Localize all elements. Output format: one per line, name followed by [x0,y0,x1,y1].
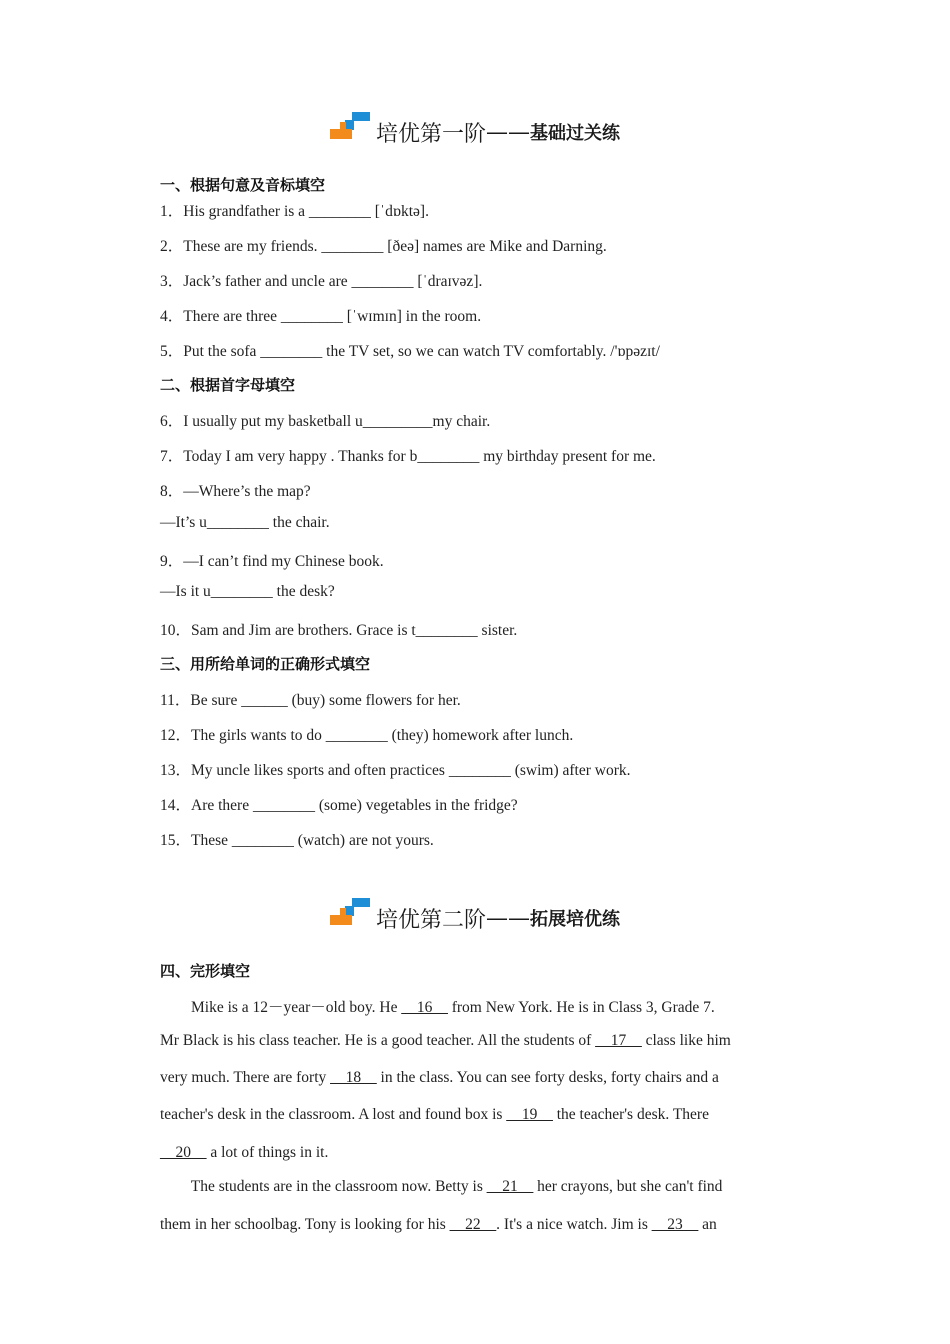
section-heading: 一、根据句意及音标填空 [160,176,326,194]
cloze-blank: __22__ [449,1216,497,1233]
question-line: 7．Today I am very happy . Thanks for b________ my birthday present for me. [160,448,656,465]
cloze-blank: __18__ [330,1069,377,1086]
passage-line: Mr Black is his class teacher. He is a good teacher. All the students of __17__ class like him [160,1032,731,1049]
cloze-blank: __21__ [486,1178,534,1195]
part1-title-dash: —— [486,119,530,145]
question-line: 15．These ________ (watch) are not yours. [160,832,434,849]
part2-title-sub: 拓展培优练 [530,909,620,930]
question-line: 6．I usually put my basketball u_________my chair. [160,413,491,430]
cloze-blank: __23__ [651,1216,699,1233]
question-line: —It’s u________ the chair. [160,514,330,531]
section-heading: 二、根据首字母填空 [160,376,296,394]
part2-title-main: 培优第二阶 [375,907,486,933]
part2-title-dash: —— [486,905,530,931]
question-line: 3．Jack’s father and uncle are ________ [ˈdraɪvəz]. [160,273,483,290]
question-line: 13．My uncle likes sports and often practices ________ (swim) after work. [160,762,631,779]
section-heading: 四、完形填空 [160,962,251,980]
passage-line: The students are in the classroom now. Betty is __21__ her crayons, but she can't find [160,1178,723,1195]
question-line: 1．His grandfather is a ________ [ˈdɒktə]. [160,203,429,220]
part2-title [0,898,950,938]
question-line: 8．—Where’s the map? [160,483,311,500]
section-heading: 三、用所给单词的正确形式填空 [160,655,371,673]
question-line: —Is it u________ the desk? [160,583,335,600]
question-line: 2．These are my friends. ________ [ðeə] names are Mike and Darning. [160,238,607,255]
question-line: 14．Are there ________ (some) vegetables in the fridge? [160,797,518,814]
question-line: 4．There are three ________ [ˈwɪmɪn] in the room. [160,308,482,325]
cloze-blank: __20__ [160,1144,207,1161]
passage-line: very much. There are forty __18__ in the class. You can see forty desks, forty chairs and a [160,1069,719,1086]
question-line: 10．Sam and Jim are brothers. Grace is t________ sister. [160,622,518,639]
question-line: 9．—I can’t find my Chinese book. [160,553,384,570]
cloze-blank: __19__ [506,1106,553,1123]
passage-line: them in her schoolbag. Tony is looking for his __22__. It's a nice watch. Jim is __23__ an [160,1216,717,1233]
logo-orange-block [330,129,352,139]
part1-title [0,112,950,152]
cloze-blank: __17__ [595,1032,642,1049]
part1-title-main: 培优第一阶 [375,121,486,147]
passage-line: Mike is a 12－year－old boy. He __16__ from New York. He is in Class 3, Grade 7. [160,999,715,1016]
part1-title-sub: 基础过关练 [530,123,620,144]
passage-line: __20__ a lot of things in it. [160,1144,329,1161]
passage-line: teacher's desk in the classroom. A lost and found box is __19__ the teacher's desk. There [160,1106,709,1123]
question-line: 5．Put the sofa ________ the TV set, so we can watch TV comfortably. /'ɒpəzɪt/ [160,343,660,360]
cloze-blank: __16__ [401,999,448,1016]
question-line: 11．Be sure ______ (buy) some flowers for her. [160,692,461,709]
question-line: 12．The girls wants to do ________ (they) homework after lunch. [160,727,574,744]
logo-blue-block [352,112,370,121]
stairs-logo-icon [330,898,372,930]
stairs-logo-icon [330,112,372,144]
